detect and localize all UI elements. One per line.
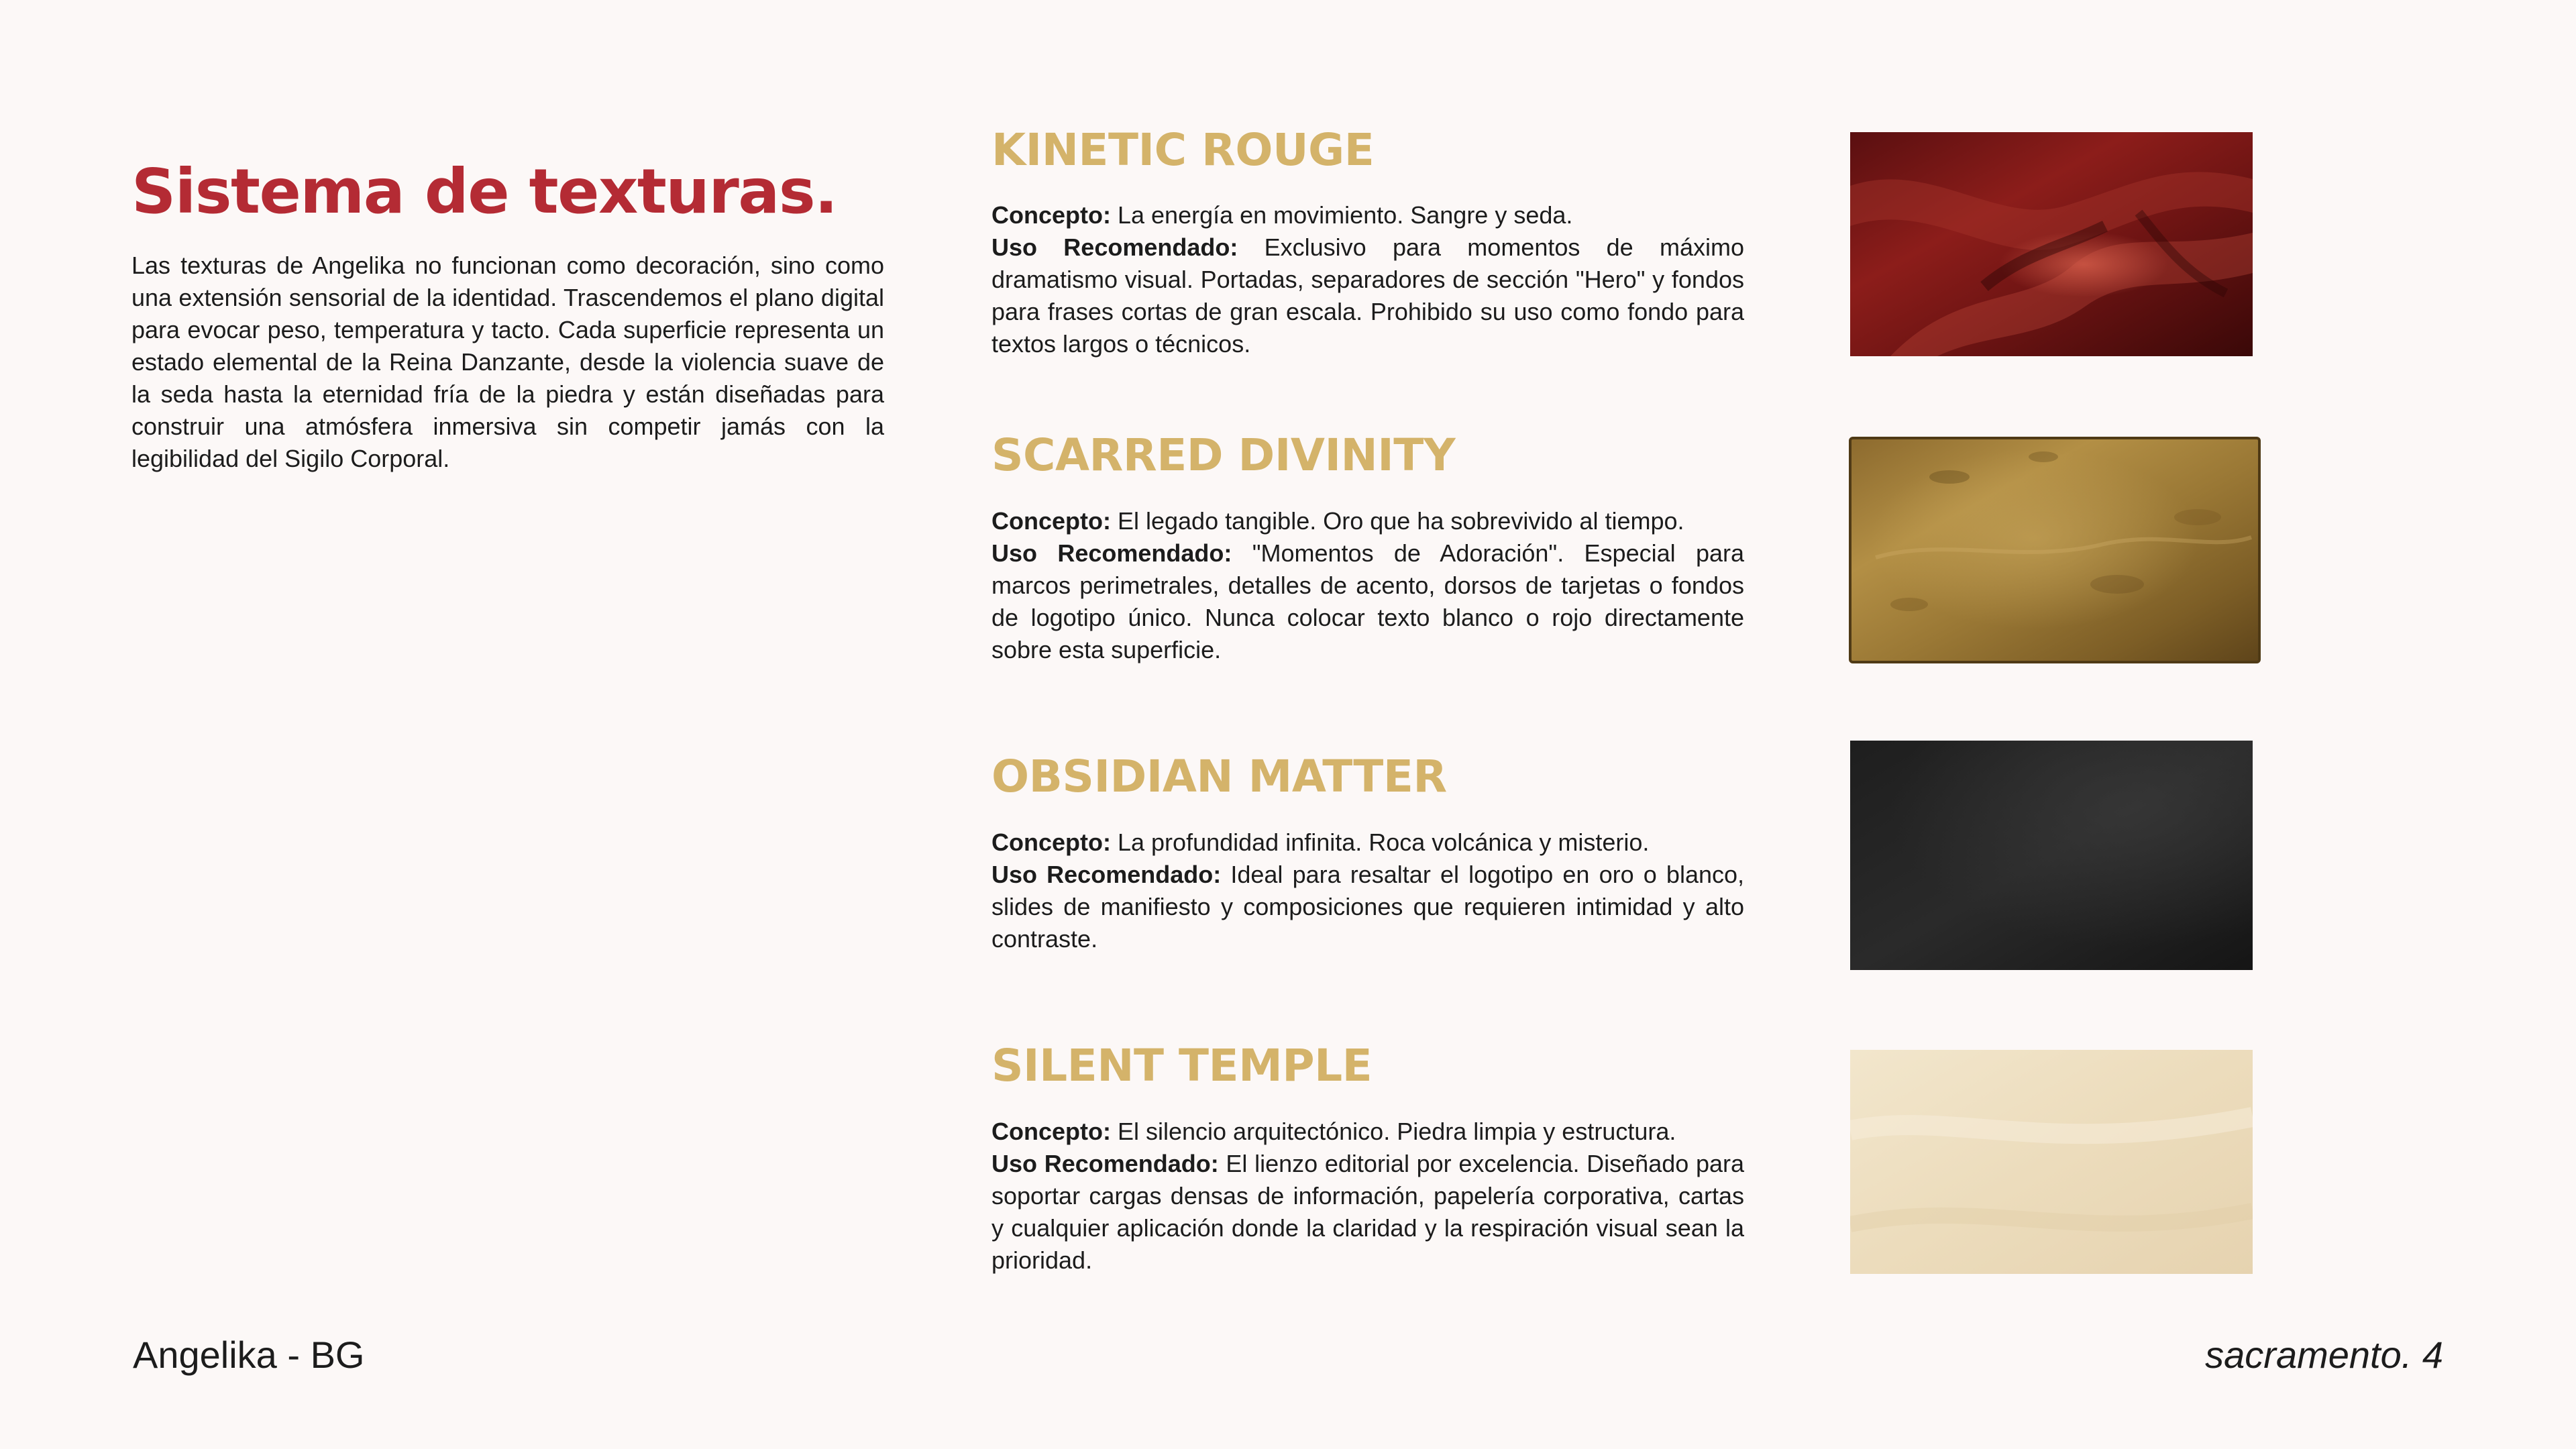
texture-title-scarred-divinity: SCARRED DIVINITY [991,429,1456,481]
usage-text: "Momentos de Adoración". Especial para marcos perimetrales, detalles de acento, dorsos de tarjetas o fondos de logotipo único. Nunca colocar texto blanco o rojo directamente sobre esta superficie. [991,539,1745,663]
usage-label: Uso Recomendado: [991,1150,1219,1177]
concept-text: La energía en movimiento. Sangre y seda. [1110,201,1573,229]
concept-label: Concepto: [991,201,1111,229]
usage-label: Uso Recomendado: [991,233,1238,261]
texture-title-obsidian-matter: OBSIDIAN MATTER [991,751,1447,802]
texture-description-silent-temple [991,1116,1744,1277]
concept-label: Concepto: [991,507,1111,535]
concept-text: El legado tangible. Oro que ha sobrevivido al tiempo. [1110,507,1684,535]
usage-text: El lienzo editorial por excelencia. Diseñado para soportar cargas densas de información, papelería corporativa, cartas y cualquier aplicación donde la claridad y la respiración visual sean la prioridad. [991,1150,1744,1274]
usage-text: Ideal para resaltar el logotipo en oro o blanco, slides de manifiesto y composiciones que requieren intimidad y alto contraste. [991,861,1745,953]
texture-description-scarred-divinity [991,505,1744,666]
texture-title-kinetic-rouge: KINETIC ROUGE [991,124,1375,176]
concept-text: El silencio arquitectónico. Piedra limpia y estructura. [1110,1118,1676,1145]
concept-label: Concepto: [991,828,1111,856]
obsidian-texture [1850,741,2253,970]
texture-description-obsidian-matter [991,826,1744,955]
texture-description-kinetic-rouge [991,199,1744,360]
usage-label: Uso Recomendado: [991,539,1232,567]
usage-label: Uso Recomendado: [991,861,1222,888]
cream-stone-texture [1850,1050,2253,1274]
usage-text: Exclusivo para momentos de máximo dramatismo visual. Portadas, separadores de sección "Hero" y fondos para frases cortas de gran escala. Prohibido su uso como fondo para textos largos o técnicos. [991,233,1745,358]
concept-label: Concepto: [991,1118,1111,1145]
concept-text: La profundidad infinita. Roca volcánica y misterio. [1110,828,1650,856]
texture-title-silent-temple: SILENT TEMPLE [991,1040,1373,1091]
page-title: Sistema de texturas. [131,156,837,227]
red-silk-texture [1850,132,2253,356]
intro-paragraph: Las texturas de Angelika no funcionan como decoración, sino como una extensión sensorial de la identidad. Trascendemos el plano digital para evocar peso, temperatura y tacto. Cada superficie representa un estado elemental de la Reina Danzante, desde la violencia suave de la seda hasta la eternidad fría de la piedra y están diseñadas para construir una atmósfera inmersiva sin competir jamás con la legibilidad del Sigilo Corporal. [131,252,884,472]
footer-page-label: sacramento. 4 [2205,1334,2443,1376]
footer-brand: Angelika - BG [133,1334,365,1376]
aged-gold-texture [1849,437,2261,663]
